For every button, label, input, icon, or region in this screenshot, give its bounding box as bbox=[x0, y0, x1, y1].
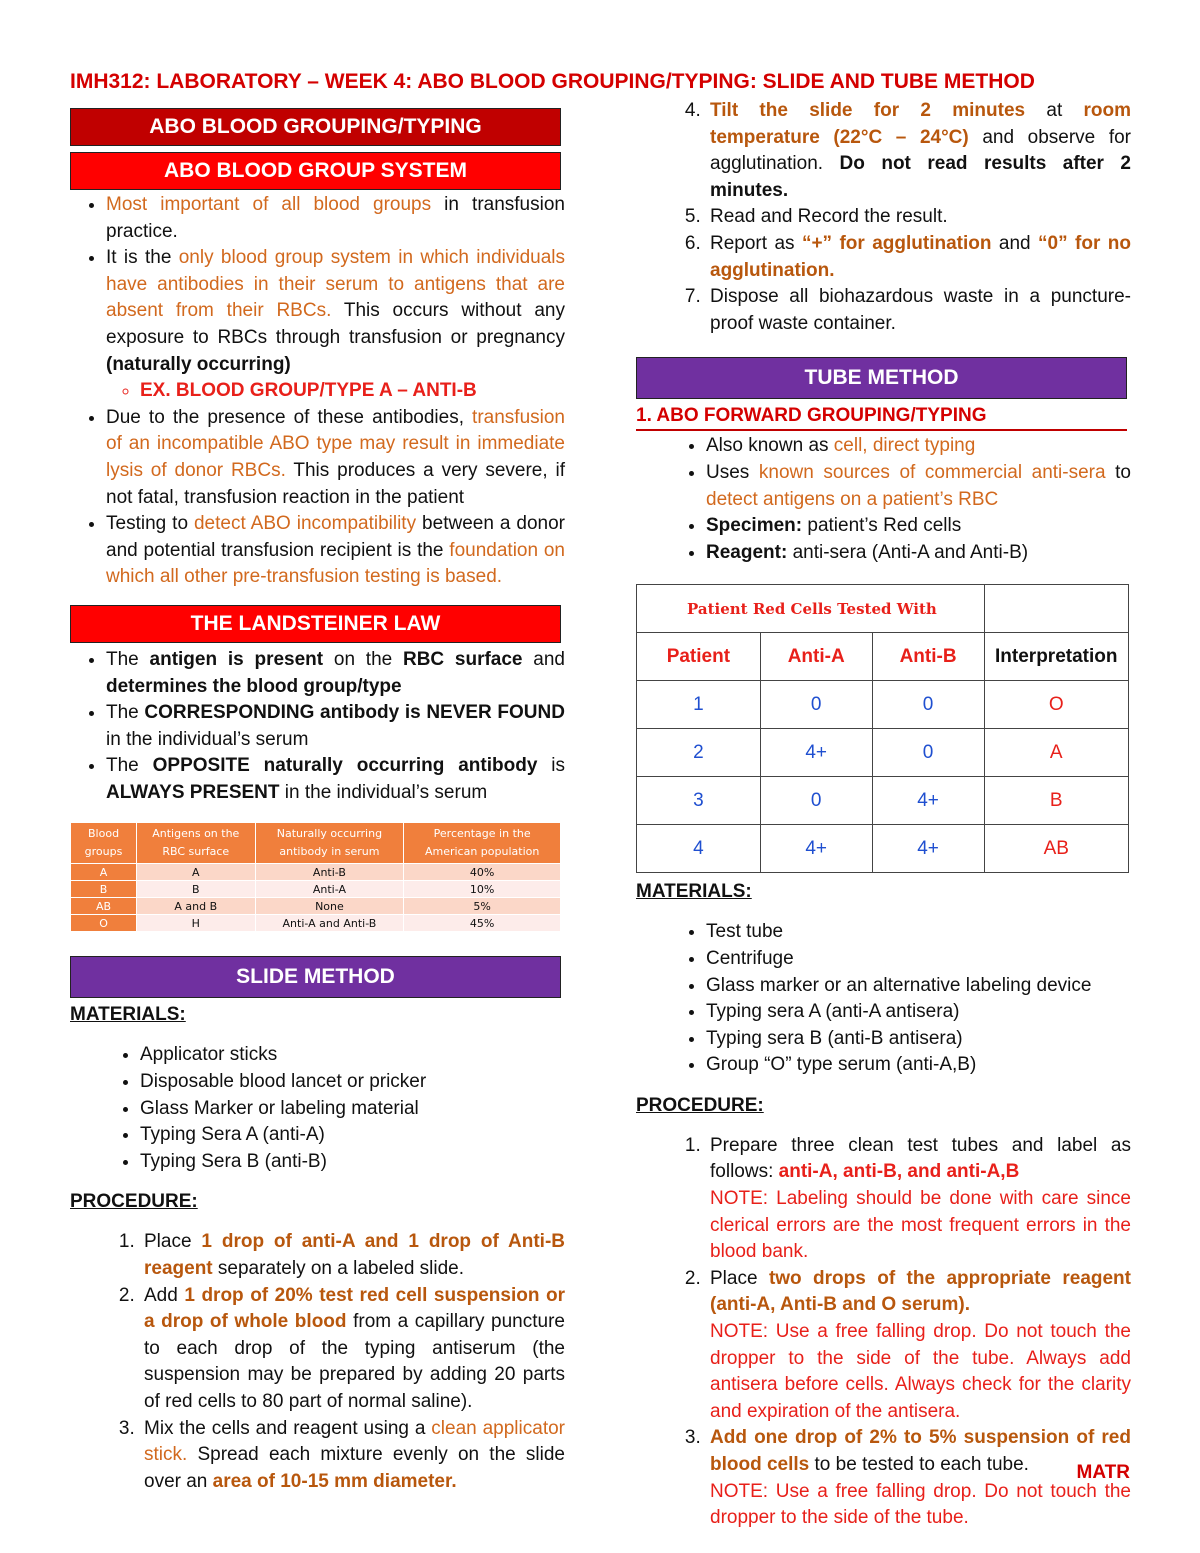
table-row: AB A and B None 5% bbox=[71, 898, 561, 915]
slide-procedure-list-cont bbox=[636, 98, 1131, 337]
tube-results-table bbox=[636, 584, 1129, 873]
list-item: 3. Add one drop of 2% to 5% suspension of red blood cells to be tested to each tube. NOTE: Use a free falling drop. Do not touch the dropper to the side of the tube. bbox=[706, 1425, 1131, 1531]
table-row: O H Anti-A and Anti-B 45% bbox=[71, 915, 561, 932]
note-text: NOTE: Use a free falling drop. Do not touch the dropper to the side of the tube. bbox=[710, 1480, 1131, 1529]
list-item: • Applicator sticks bbox=[140, 1042, 565, 1069]
table-header: Antigens on the RBC surface bbox=[137, 823, 255, 864]
list-item: • Specimen: patient’s Red cells bbox=[706, 513, 1131, 540]
list-item: 5. Read and Record the result. bbox=[706, 204, 1131, 231]
table-header: Percentage in the American population bbox=[404, 823, 561, 864]
list-item: 1. Prepare three clean test tubes and label as follows: anti-A, anti-B, and anti-A,B NOTE: Labeling should be done with care since clerical errors are the most frequent errors in the blood bank. bbox=[706, 1133, 1131, 1266]
list-item: 4. Tilt the slide for 2 minutes at room temperature (22°C – 24°C) and observe for agglutination. Do not read results after 2 minutes. bbox=[706, 98, 1131, 204]
list-item: • Reagent: anti-sera (Anti-A and Anti-B) bbox=[706, 540, 1131, 567]
list-item: 1. Place 1 drop of anti-A and 1 drop of Anti-B reagent separately on a labeled slide. bbox=[140, 1229, 565, 1282]
list-item: 6. Report as “+” for agglutination and “0” for no agglutination. bbox=[706, 231, 1131, 284]
procedure-heading: PROCEDURE: bbox=[70, 1191, 198, 1213]
list-item: 7. Dispose all biohazardous waste in a puncture-proof waste container. bbox=[706, 284, 1131, 337]
slide-materials-list bbox=[70, 1042, 565, 1175]
table-header: Anti-B bbox=[872, 633, 984, 681]
table-row: 1 0 0 O bbox=[637, 681, 1129, 729]
table-row: A A Anti-B 40% bbox=[71, 864, 561, 881]
left-column bbox=[70, 108, 565, 1495]
list-item: • Glass marker or an alternative labeling device bbox=[706, 973, 1131, 1000]
table-header: Blood groups bbox=[71, 823, 137, 864]
list-item: • The OPPOSITE naturally occurring antibody is ALWAYS PRESENT in the individual’s serum bbox=[106, 753, 565, 806]
list-item: 3. Mix the cells and reagent using a clean applicator stick. Spread each mixture evenly on the slide over an area of 10-15 mm diameter. bbox=[140, 1416, 565, 1496]
list-item: • Due to the presence of these antibodies, transfusion of an incompatible ABO type may result in immediate lysis of donor RBCs. This produces a very severe, if not fatal, transfusion reaction in the patient bbox=[106, 405, 565, 511]
table-header-row bbox=[71, 823, 561, 864]
list-item: • Typing Sera B (anti-B) bbox=[140, 1149, 565, 1176]
landsteiner-list bbox=[70, 647, 565, 807]
table-header: Patient bbox=[637, 633, 761, 681]
section-banner-abo-system: ABO BLOOD GROUP SYSTEM bbox=[70, 152, 561, 190]
table-row: 3 0 4+ B bbox=[637, 777, 1129, 825]
section-banner-landsteiner: THE LANDSTEINER LAW bbox=[70, 605, 561, 643]
tube-materials-list bbox=[636, 919, 1131, 1079]
table-header: Naturally occurring antibody in serum bbox=[255, 823, 404, 864]
list-item: • Centrifuge bbox=[706, 946, 1131, 973]
section-banner-abo-grouping: ABO BLOOD GROUPING/TYPING bbox=[70, 108, 561, 146]
section-banner-tube-method: TUBE METHOD bbox=[636, 357, 1127, 399]
forward-grouping-heading: 1. ABO FORWARD GROUPING/TYPING bbox=[636, 403, 1127, 431]
list-item: • The antigen is present on the RBC surface and determines the blood group/type bbox=[106, 647, 565, 700]
table-row: 4 4+ 4+ AB bbox=[637, 825, 1129, 873]
section-banner-slide-method: SLIDE METHOD bbox=[70, 956, 561, 998]
table-top-row bbox=[637, 585, 1129, 633]
list-item: • Typing sera A (anti-A antisera) bbox=[706, 999, 1131, 1026]
list-item: • Also known as cell, direct typing bbox=[706, 433, 1131, 460]
forward-grouping-list bbox=[636, 433, 1131, 566]
list-item: • Typing sera B (anti-B antisera) bbox=[706, 1026, 1131, 1053]
abo-system-list-cont bbox=[70, 405, 565, 591]
table-row: 2 4+ 0 A bbox=[637, 729, 1129, 777]
procedure-heading: PROCEDURE: bbox=[636, 1094, 764, 1116]
note-text: NOTE: Labeling should be done with care since clerical errors are the most frequent errors in the blood bank. bbox=[710, 1188, 1131, 1263]
list-item: • Testing to detect ABO incompatibility between a donor and potential transfusion recipient is the foundation on which all other pre-transfusion testing is based. bbox=[106, 511, 565, 591]
footer-initials: MATR bbox=[1076, 1462, 1130, 1483]
table-header: Interpretation bbox=[984, 633, 1128, 681]
note-text: NOTE: Use a free falling drop. Do not touch the dropper to the side of the tube. Always add antisera before cells. Always check for the clarity and expiration of the antisera. bbox=[710, 1321, 1131, 1422]
list-item: 2. Place two drops of the appropriate reagent (anti-A, Anti-B and O serum). NOTE: Use a free falling drop. Do not touch the dropper to the side of the tube. Always add antisera before cells. Always check for the clarity and expiration of the antisera. bbox=[706, 1266, 1131, 1426]
list-item: • It is the only blood group system in which individuals have antibodies in their serum to antigens that are absent from their RBCs. This occurs without any exposure to RBCs through transfusion or pregnancy (naturally occurring) bbox=[106, 245, 565, 378]
list-item: • Typing Sera A (anti-A) bbox=[140, 1122, 565, 1149]
list-item: • The CORRESPONDING antibody is NEVER FOUND in the individual’s serum bbox=[106, 700, 565, 753]
page-title: IMH312: LABORATORY – WEEK 4: ABO BLOOD GROUPING/TYPING: SLIDE AND TUBE METHOD bbox=[70, 70, 1035, 93]
example-item: ◦ EX. BLOOD GROUP/TYPE A – ANTI-B bbox=[140, 378, 565, 405]
materials-heading: MATERIALS: bbox=[636, 881, 752, 903]
list-item: • Glass Marker or labeling material bbox=[140, 1096, 565, 1123]
list-item: 2. Add 1 drop of 20% test red cell suspension or a drop of whole blood from a capillary puncture to each drop of the typing antiserum (the suspension may be prepared by adding 20 parts of red cells to 80 part of normal saline). bbox=[140, 1283, 565, 1416]
table-caption: Patient Red Cells Tested With bbox=[637, 585, 985, 633]
list-item: • Group “O” type serum (anti-A,B) bbox=[706, 1052, 1131, 1079]
list-item: • Uses known sources of commercial anti-sera to detect antigens on a patient’s RBC bbox=[706, 460, 1131, 513]
table-header: Anti-A bbox=[760, 633, 872, 681]
right-column bbox=[636, 98, 1131, 1532]
list-item: • Most important of all blood groups in transfusion practice. bbox=[106, 192, 565, 245]
list-item: • Test tube bbox=[706, 919, 1131, 946]
slide-procedure-list bbox=[70, 1229, 565, 1495]
tube-procedure-list bbox=[636, 1133, 1131, 1532]
abo-system-list bbox=[70, 192, 565, 378]
blood-group-table bbox=[70, 822, 561, 932]
example-sublist bbox=[70, 378, 565, 405]
table-header-row bbox=[637, 633, 1129, 681]
materials-heading: MATERIALS: bbox=[70, 1004, 186, 1026]
list-item: • Disposable blood lancet or pricker bbox=[140, 1069, 565, 1096]
table-row: B B Anti-A 10% bbox=[71, 881, 561, 898]
